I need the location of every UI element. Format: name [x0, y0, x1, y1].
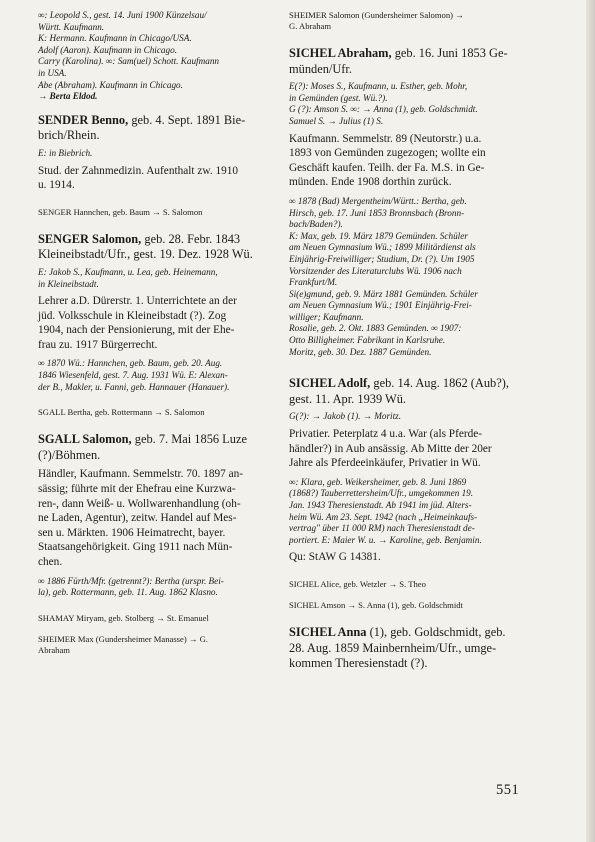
- cross-reference: SHEIMER Salomon (Gundersheimer Salomon) →: [289, 10, 464, 20]
- text-line: Staatsangehörigkeit. Ging 1911 nach Mün-: [38, 541, 233, 554]
- text-line: sen u. Märkten. 1906 Heimatrecht, bayer.: [38, 526, 226, 539]
- family-line: williger; Kaufmann.: [289, 311, 364, 322]
- entry-name: SICHEL Abraham,: [289, 46, 392, 60]
- text-line: u. 1914.: [38, 179, 75, 192]
- text-line: Lehrer a.D. Dürerstr. 1. Unterrichtete an der: [38, 295, 237, 308]
- text-line: Abe (Abraham). Kaufmann in Chicago.: [38, 79, 183, 90]
- text-line: Stud. der Zahnmedizin. Aufenthalt zw. 1910: [38, 164, 239, 177]
- family-line: K: Max, geb. 19. März 1879 Gemünden. Schüler: [289, 230, 468, 241]
- right-column: [289, 10, 531, 672]
- text-line: K: Hermann. Kaufmann in Chicago/USA.: [38, 33, 192, 44]
- entry-name: SENDER Benno,: [38, 112, 129, 127]
- marriage-line: ∞ 1870 Wü.: Hannchen, geb. Baum, geb. 20. Aug.: [38, 358, 223, 369]
- entry-name: SGALL Salomon,: [38, 432, 132, 447]
- entry-sichel-abraham: [289, 46, 531, 358]
- siblings-line: Samuel S. → Julius (1) S.: [289, 115, 384, 126]
- cross-reference-block: [289, 10, 531, 32]
- text-line: Württ. Kaufmann.: [38, 21, 105, 32]
- marriage-line: vertrag" über 11 000 RM) nach Theresienstadt de-: [289, 523, 475, 534]
- cross-reference: SHEIMER Max (Gundersheimer Manasse) → G.: [38, 633, 208, 644]
- family-line: Rosalie, geb. 2. Okt. 1883 Gemünden. ∞ 1907:: [289, 323, 462, 334]
- marriage-line: (1868?) Tauberrettersheim/Ufr., umgekommen 19.: [289, 488, 474, 499]
- siblings-line: G(?): → Jakob (1). → Moritz.: [289, 411, 402, 422]
- text-line: Geschäft kaufen. Teilh. der Fa. M.S. in Ge-: [289, 161, 485, 174]
- entry-sgall-salomon: [38, 432, 276, 599]
- entry-heading: SICHEL Anna (1), geb. Goldschmidt, geb.: [289, 624, 506, 639]
- text-line: Jahre als Pferdeeinkäufer, Privatier in Wü.: [289, 457, 481, 470]
- cross-reference: SICHEL Amson → S. Anna (1), geb. Goldschmidt: [289, 599, 463, 610]
- siblings-line: G (?): Amson S. ∞: → Anna (1), geb. Goldschmidt.: [289, 104, 478, 115]
- marriage-line: der B., Makler, u. Fanni, geb. Hannauer (Hanauer).: [38, 381, 230, 392]
- entry-sichel-anna: [289, 625, 531, 672]
- entry-heading: SENGER Salomon, geb. 28. Febr. 1843: [38, 231, 241, 246]
- family-block: [289, 196, 531, 358]
- left-column: [38, 10, 276, 656]
- text-line: Adolf (Aaron). Kaufmann in Chicago.: [38, 44, 177, 55]
- text-line: in USA.: [38, 67, 67, 78]
- entry-heading: SICHEL Adolf, geb. 14. Aug. 1862 (Aub?),: [289, 376, 509, 391]
- entry-heading: SICHEL Abraham, geb. 16. Juni 1853 Ge-: [289, 46, 508, 60]
- entry-heading: SENDER Benno, geb. 4. Sept. 1891 Bie-: [38, 112, 246, 127]
- entry-sender-benno: [38, 113, 276, 193]
- entry-heading-cont: brich/Rhein.: [38, 128, 100, 143]
- parents-line: in Kleineibstadt.: [38, 278, 99, 289]
- family-line: am Neuen Gymnasium Wü.; 1901 Einjährig-Frei-: [289, 300, 472, 311]
- text-line: ∞: Leopold S., gest. 14. Juni 1900 Künzelsau/: [38, 10, 207, 20]
- marriage-line: Jan. 1943 Theresienstadt. Ab 1941 im jüd. Alters-: [289, 500, 472, 510]
- text-line: Kaufmann. Semmelstr. 89 (Neutorstr.) u.a.: [289, 132, 482, 145]
- cross-reference: SHAMAY Miryam, geb. Stolberg → St. Emanuel: [38, 612, 209, 623]
- text-line: händler?) in Aub ansässig. Ab Mitte der 20er: [289, 442, 492, 455]
- entry-heading: SGALL Salomon, geb. 7. Mai 1856 Luze: [38, 432, 247, 447]
- page-edge: [586, 0, 595, 842]
- cross-reference: → Berta Eldod.: [38, 91, 98, 102]
- entry-name: SICHEL Anna: [289, 624, 367, 639]
- family-line: Vorsitzender des Literaturclubs Wü. 1906 nach: [289, 265, 462, 276]
- text-line: Carry (Karolina). ∞: Sam(uel) Schott. Kaufmann: [38, 56, 220, 67]
- family-line: Si(e)gmund, geb. 9. März 1881 Gemünden. Schüler: [289, 288, 478, 299]
- text-line: 1904, nach der Pensionierung, mit der Ehe-: [38, 324, 235, 337]
- entry-heading-cont: 28. Aug. 1859 Mainbernheim/Ufr., umge-: [289, 640, 497, 655]
- entry-continuation: [38, 10, 276, 103]
- marriage-block: [289, 477, 531, 547]
- text-line: sässig; führte mit der Ehefrau eine Kurzwa-: [38, 483, 236, 496]
- text-line: chen.: [38, 556, 63, 568]
- family-line: Otto Billigheimer. Fabrikant in Karlsruhe.: [289, 335, 446, 346]
- text-line: ne Laden, Agentur), zeitw. Handel auf Mes-: [38, 512, 237, 525]
- parents-line: in Gemünden (gest. Wü.?).: [289, 92, 388, 103]
- marriage-line: portiert. E: Maier W. u. → Karoline, geb. Benjamin.: [289, 534, 482, 545]
- cross-reference: SGALL Bertha, geb. Rottermann → S. Salomon: [38, 407, 205, 418]
- cross-reference: Abraham: [38, 644, 70, 655]
- text-line: münden. Ende 1908 dorthin zurück.: [289, 176, 452, 189]
- parents-line: E(?): Moses S., Kaufmann, u. Esther, geb. Mohr,: [289, 81, 468, 92]
- text-line: ren-, dann Weiß- u. Wollwarenhandlung (oh-: [38, 497, 241, 510]
- entry-name: SENGER Salomon,: [38, 231, 142, 246]
- entry-heading-cont: gest. 11. Apr. 1939 Wü.: [289, 391, 407, 406]
- marriage-line: 1846 Wiesenfeld, gest. 7. Aug. 1931 Wü. E: Alexan-: [38, 370, 228, 381]
- cross-reference: SENGER Hannchen, geb. Baum → S. Salomon: [38, 206, 203, 217]
- text-line: jüd. Volksschule in Kleineibstadt (?). Zog: [38, 309, 227, 322]
- family-line: bach/Baden?).: [289, 219, 343, 230]
- entry-sichel-adolf: [289, 376, 531, 565]
- entry-name: SICHEL Adolf,: [289, 376, 371, 391]
- cross-reference: G. Abraham: [289, 21, 332, 31]
- marriage-line: ∞: Klara, geb. Weikersheimer, geb. 8. Juni 1869: [289, 476, 467, 487]
- cross-reference-block: [38, 634, 276, 656]
- family-line: Einjährig-Freiwilliger; Studium, Dr. (?). Um 1905: [289, 253, 475, 264]
- family-line: Hirsch, geb. 17. Juni 1853 Bronnsbach (Bronn-: [289, 207, 465, 218]
- parents-line: E: in Biebrich.: [38, 147, 93, 158]
- page-number: 551: [496, 782, 520, 798]
- family-line: Moritz, geb. 30. Dez. 1887 Gemünden.: [289, 346, 432, 357]
- text-line: 1893 von Gemünden zugezogen; wollte ein: [289, 147, 486, 160]
- family-line: ∞ 1878 (Bad) Mergentheim/Württ.: Bertha, geb.: [289, 195, 467, 206]
- entry-heading-cont: Kleineibstadt/Ufr., gest. 19. Dez. 1928 Wü.: [38, 247, 253, 262]
- family-line: Frankfurt/M.: [289, 277, 338, 288]
- cross-reference: SICHEL Alice, geb. Wetzler → S. Theo: [289, 578, 426, 589]
- text-line: Privatier. Peterplatz 4 u.a. War (als Pferde-: [289, 428, 483, 441]
- entry-heading-cont: kommen Theresienstadt (?).: [289, 656, 428, 671]
- source-line: Qu: StAW G 14381.: [289, 551, 381, 564]
- text-line: Händler, Kaufmann. Semmelstr. 70. 1897 an-: [38, 468, 244, 481]
- entry-senger-salomon: [38, 232, 276, 394]
- entry-heading-cont: münden/Ufr.: [289, 61, 352, 76]
- marriage-line: ∞ 1886 Fürth/Mfr. (getrennt?): Bertha (urspr. Bei-: [38, 575, 224, 586]
- entry-heading-cont: (?)/Böhmen.: [38, 447, 101, 462]
- marriage-line: la), geb. Rottermann, geb. 11. Aug. 1862 Klasno.: [38, 587, 218, 598]
- marriage-line: heim Wü. Am 23. Sept. 1942 (nach „Heimeinkaufs-: [289, 511, 478, 522]
- parents-line: E: Jakob S., Kaufmann, u. Lea, geb. Heinemann,: [38, 266, 218, 277]
- family-line: am Neuen Gymnasium Wü.; 1899 Militärdienst als: [289, 242, 476, 253]
- text-line: frau zu. 1917 Bürgerrecht.: [38, 338, 158, 351]
